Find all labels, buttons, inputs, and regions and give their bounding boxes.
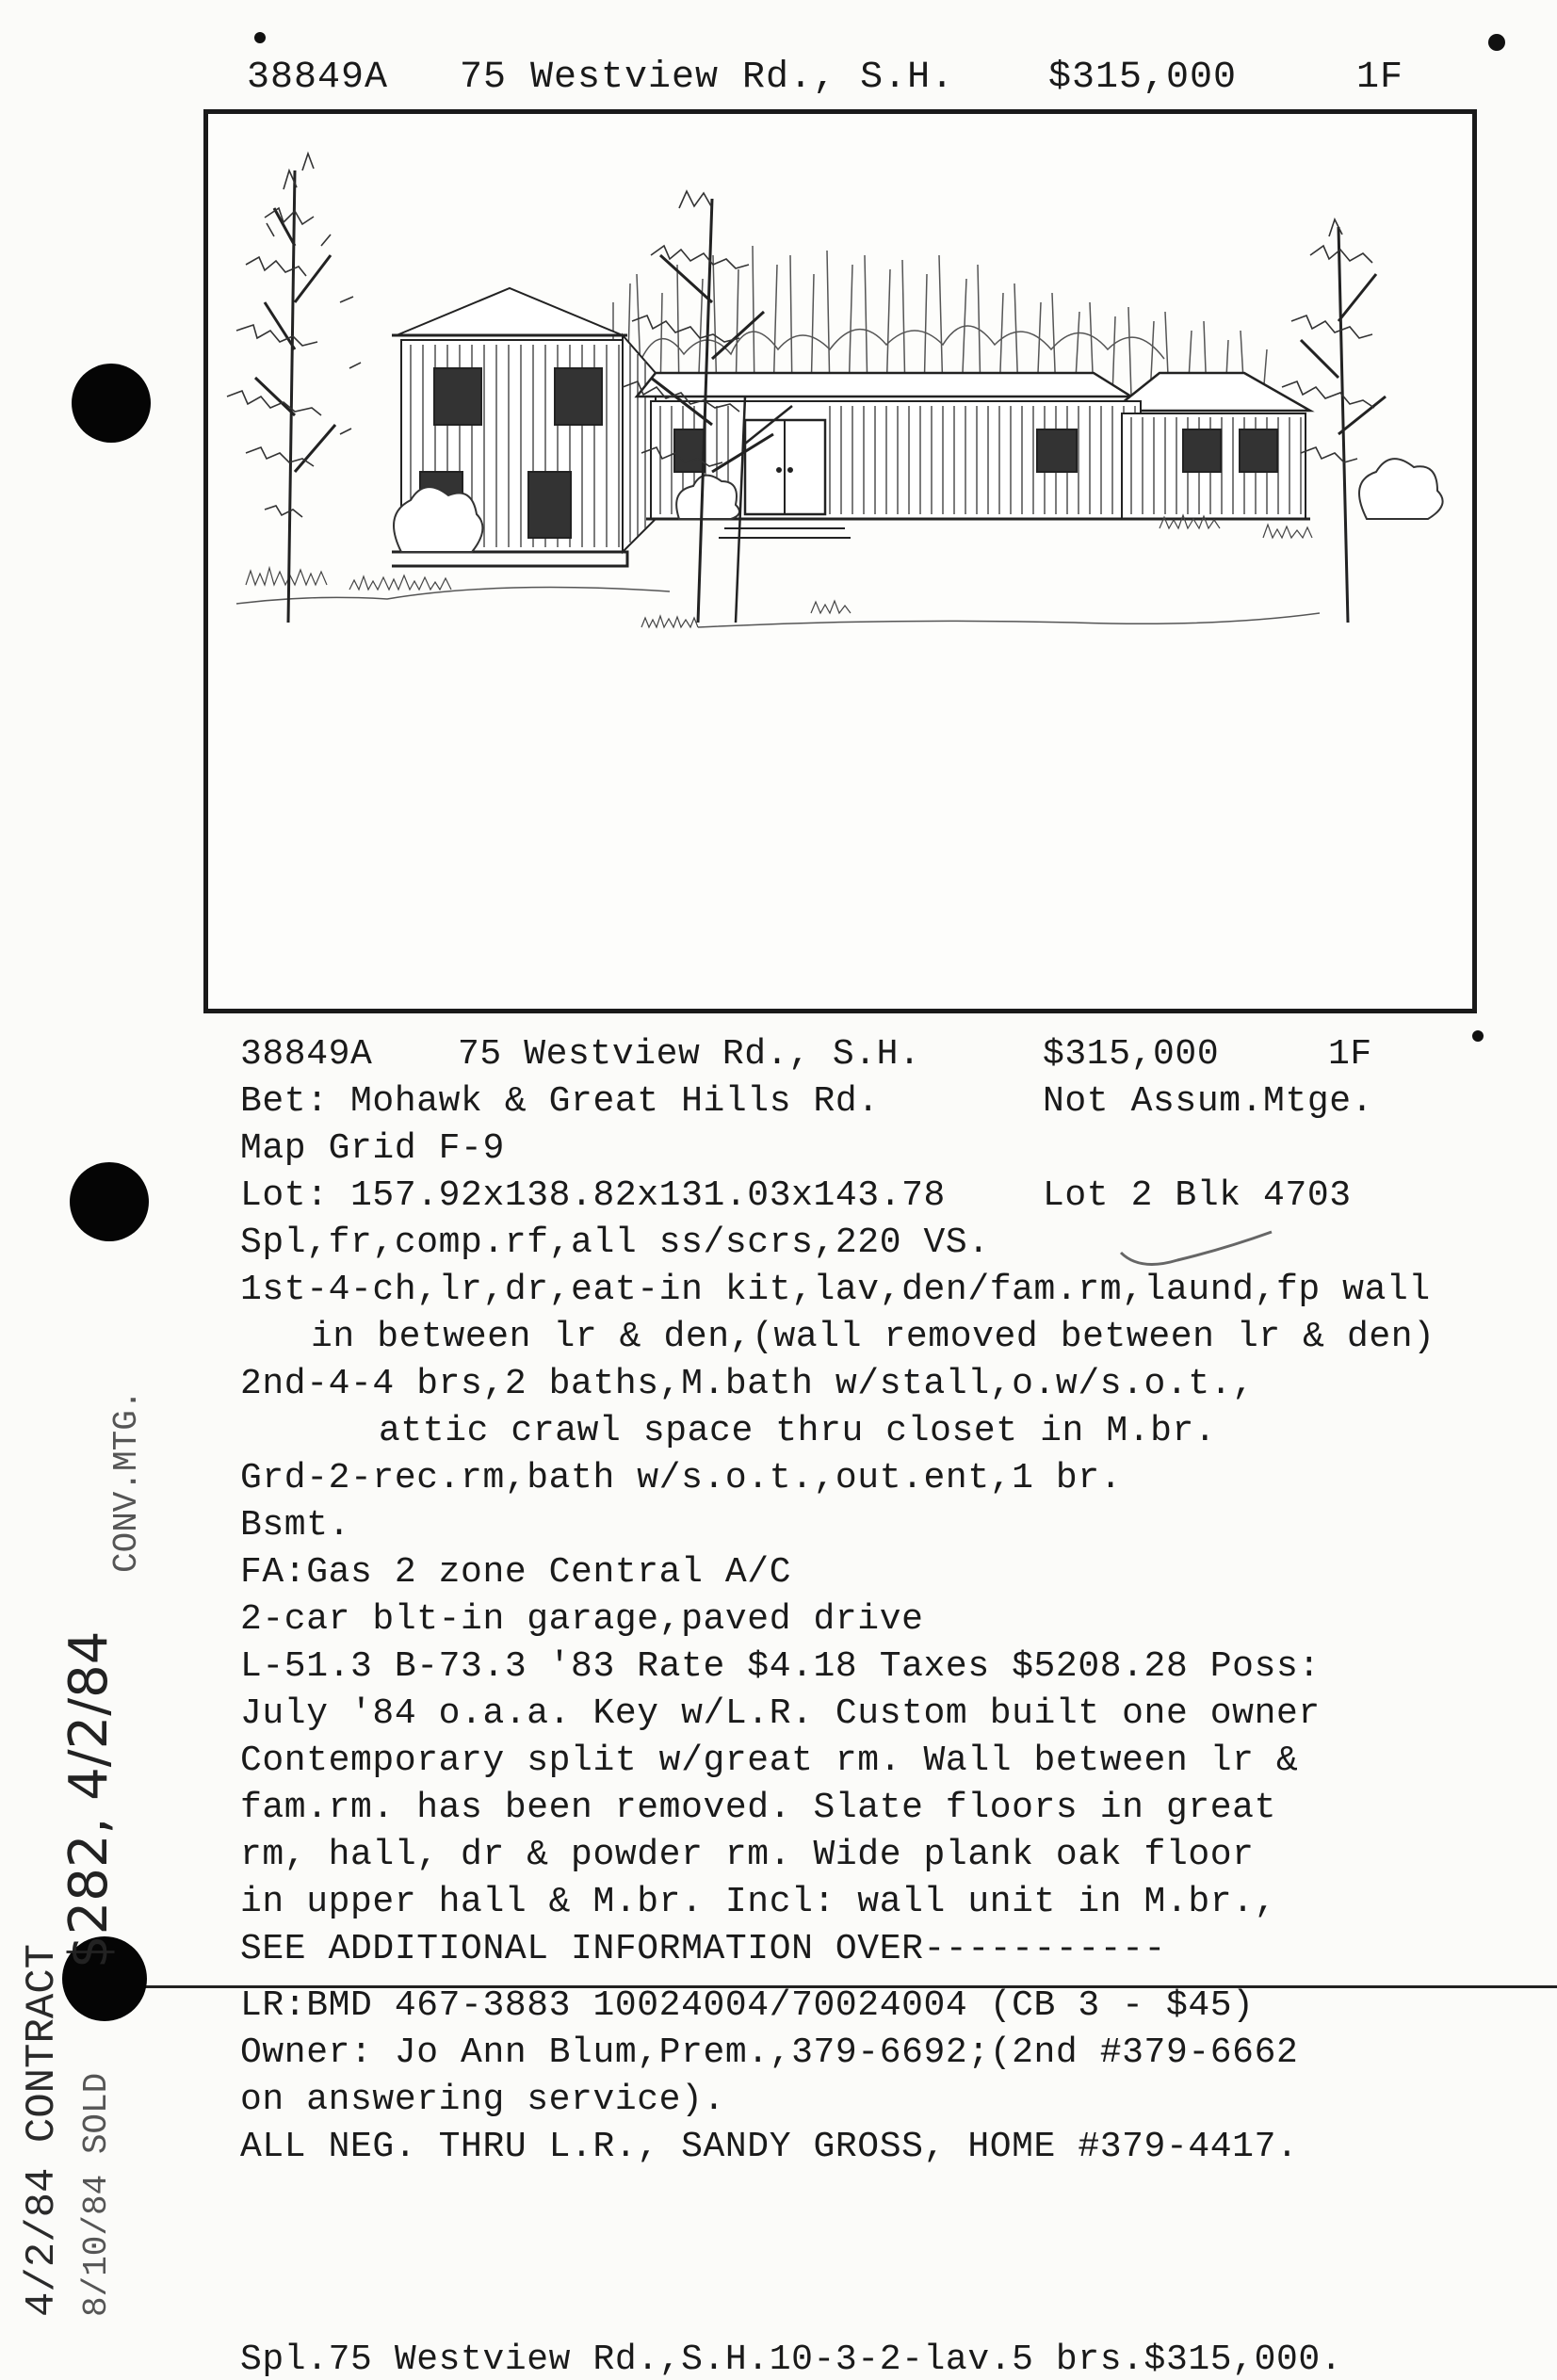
corner-dot xyxy=(1488,34,1505,51)
description-line: 2nd-4-4 brs,2 baths,M.bath w/stall,o.w/s.o.t., xyxy=(240,1364,1255,1404)
header-price: $315,000 xyxy=(1048,57,1238,99)
header-listing-no: 38849A xyxy=(247,57,389,99)
description-line: Spl,fr,comp.rf,all ss/scrs,220 VS. xyxy=(240,1222,990,1263)
description-line: Contemporary split w/great rm. Wall between lr & xyxy=(240,1740,1299,1781)
contract-stamp: 4/2/84 CONTRACT xyxy=(19,1943,66,2317)
lot-block: Lot 2 Blk 4703 xyxy=(1043,1175,1352,1216)
corner-dot xyxy=(254,32,266,43)
map-grid: Map Grid F-9 xyxy=(240,1128,505,1169)
description-line: Bsmt. xyxy=(240,1505,351,1546)
header-floor: 1F xyxy=(1356,57,1404,99)
contact-line: ALL NEG. THRU L.R., SANDY GROSS, HOME #379-4417. xyxy=(240,2127,1299,2167)
contact-line: LR:BMD 467-3883 10024004/70024004 (CB 3 - $45) xyxy=(240,1985,1255,2026)
contact-line: on answering service). xyxy=(240,2080,725,2120)
description-line: FA:Gas 2 zone Central A/C xyxy=(240,1552,792,1593)
description-line: Grd-2-rec.rm,bath w/s.o.t.,out.ent,1 br. xyxy=(240,1458,1123,1498)
description-line: July '84 o.a.a. Key w/L.R. Custom built one owner xyxy=(240,1693,1321,1734)
description-line: 1st-4-ch,lr,dr,eat-in kit,lav,den/fam.rm,laund,fp wall xyxy=(240,1270,1431,1310)
description-line: 2-car blt-in garage,paved drive xyxy=(240,1599,924,1640)
header-address: 75 Westview Rd., S.H. xyxy=(460,57,955,99)
summary-floor: 1F xyxy=(1328,1034,1372,1075)
sold-stamp: 8/10/84 SOLD xyxy=(77,2072,116,2317)
contact-line: Owner: Jo Ann Blum,Prem.,379-6692;(2nd #379-6662 xyxy=(240,2032,1299,2073)
description-line: attic crawl space thru closet in M.br. xyxy=(379,1411,1217,1451)
corner-dot xyxy=(1472,1030,1484,1042)
description-line: in between lr & den,(wall removed between lr & den) xyxy=(311,1317,1435,1357)
description-line: in upper hall & M.br. Incl: wall unit in M.br., xyxy=(240,1882,1276,1922)
lot-dimensions: Lot: 157.92x138.82x131.03x143.78 xyxy=(240,1175,946,1216)
handwritten-note: $282, 4/2/84 xyxy=(58,1630,120,1968)
house-sketch-icon xyxy=(208,114,1472,1009)
summary-address: 75 Westview Rd., S.H. xyxy=(458,1034,921,1075)
between-streets: Bet: Mohawk & Great Hills Rd. xyxy=(240,1081,880,1122)
description-line: rm, hall, dr & powder rm. Wide plank oak floor xyxy=(240,1835,1255,1875)
check-mark-icon xyxy=(1111,1224,1281,1271)
description-line: L-51.3 B-73.3 '83 Rate $4.18 Taxes $5208.28 Poss: xyxy=(240,1646,1321,1687)
punch-hole-icon xyxy=(70,1162,149,1241)
mortgage-note: Not Assum.Mtge. xyxy=(1043,1081,1374,1122)
punch-hole-icon xyxy=(72,364,151,443)
house-illustration-frame xyxy=(203,109,1477,1013)
summary-price: $315,000 xyxy=(1043,1034,1220,1075)
description-line: fam.rm. has been removed. Slate floors in great xyxy=(240,1788,1276,1828)
summary-listing-no: 38849A xyxy=(240,1034,373,1075)
footer-summary: Spl.75 Westview Rd.,S.H.10-3-2-lav.5 brs.$315,000. xyxy=(240,2340,1343,2380)
description-line: SEE ADDITIONAL INFORMATION OVER----------- xyxy=(240,1929,1166,1969)
conv-mtg-note: CONV.MTG. xyxy=(107,1389,146,1573)
